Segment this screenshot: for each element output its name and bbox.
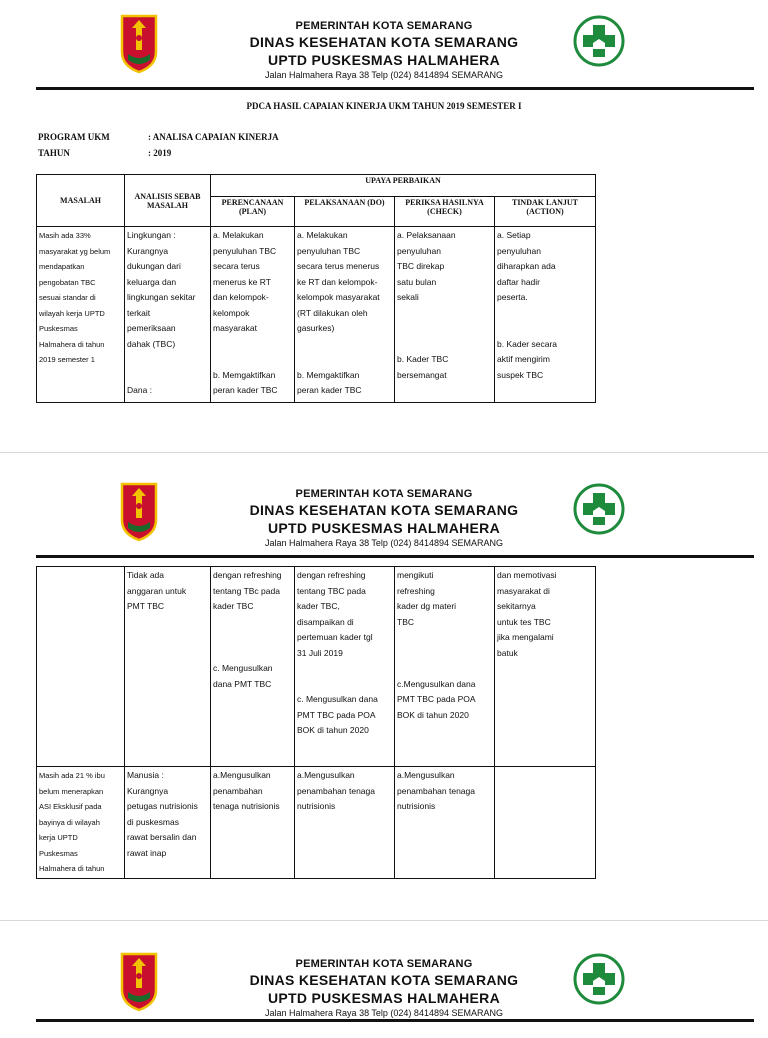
header-action: TINDAK LANJUT (ACTION) [495,197,596,227]
cell-check: mengikuti refreshing kader dg materi TBC c.Mengusulkan dana PMT TBC pada POA BOK di tahun 2020 [395,567,495,767]
unit-name: UPTD PUSKESMAS HALMAHERA [268,990,500,1006]
pdca-table-page2 [36,566,596,879]
cell-analisis: Manusia : Kurangnya petugas nutrisionis di puskesmas rawat bersalin dan rawat inap [125,767,211,879]
cell-action: dan memotivasi masyarakat di sekitarnya untuk tes TBC jika mengalami batuk [495,567,596,767]
header-upaya: UPAYA PERBAIKAN [211,175,596,197]
cell-check: a. Pelaksanaan penyuluhan TBC direkap satu bulan sekali b. Kader TBC bersemangat [395,227,495,403]
header-check: PERIKSA HASILNYA (CHECK) [395,197,495,227]
pdca-table-page1 [36,174,596,403]
letterhead-3 [0,958,768,1038]
cell-do: dengan refreshing tentang TBC pada kader TBC, disampaikan di pertemuan kader tgl 31 Juli 2019 c. Mengusulkan dana PMT TBC pada POA BOK di tahun 2020 [295,567,395,767]
gov-name: PEMERINTAH KOTA SEMARANG [295,20,473,32]
header-masalah: MASALAH [37,175,125,227]
program-label: PROGRAM UKM [38,132,110,142]
letterhead-rule-1 [36,87,754,90]
document-title: PDCA HASIL CAPAIAN KINERJA UKM TAHUN 2019 SEMESTER I [246,101,522,111]
cell-action: a. Setiap penyuluhan diharapkan ada daftar hadir peserta. b. Kader secara aktif mengirim suspek TBC [495,227,596,403]
header-analisis: ANALISIS SEBAB MASALAH [125,175,211,227]
department-name: DINAS KESEHATAN KOTA SEMARANG [249,34,519,50]
cell-masalah: Masih ada 21 % ibu belum menerapkan ASI Eksklusif pada bayinya di wilayah kerja UPTD Puskesmas Halmahera di tahun [37,767,125,879]
cell-action [495,767,596,879]
unit-name: UPTD PUSKESMAS HALMAHERA [268,52,500,68]
cell-masalah: Masih ada 33% masyarakat yg belum mendapatkan pengobatan TBC sesuai standar di wilayah kerja UPTD Puskesmas Halmahera di tahun 2019 semester 1 [37,227,125,403]
page-break-1 [0,452,768,453]
cell-check: a.Mengusulkan penambahan tenaga nutrisionis [395,767,495,879]
cell-masalah [37,567,125,767]
cell-plan: dengan refreshing tentang TBc pada kader TBC c. Mengusulkan dana PMT TBC [211,567,295,767]
page-break-2 [0,920,768,921]
cell-plan: a.Mengusulkan penambahan tenaga nutrisionis [211,767,295,879]
address: Jalan Halmahera Raya 38 Telp (024) 8414894 SEMARANG [265,1008,503,1018]
address: Jalan Halmahera Raya 38 Telp (024) 8414894 SEMARANG [265,538,503,548]
header-do: PELAKSANAAN (DO) [295,197,395,227]
program-value: : ANALISA CAPAIAN KINERJA [148,132,279,142]
gov-name: PEMERINTAH KOTA SEMARANG [295,958,473,970]
tahun-label: TAHUN [38,148,70,158]
unit-name: UPTD PUSKESMAS HALMAHERA [268,520,500,536]
cell-analisis: Tidak ada anggaran untuk PMT TBC [125,567,211,767]
header-plan: PERENCANAAN (PLAN) [211,197,295,227]
letterhead-rule-3 [36,1019,754,1022]
address: Jalan Halmahera Raya 38 Telp (024) 8414894 SEMARANG [265,70,503,80]
department-name: DINAS KESEHATAN KOTA SEMARANG [249,502,519,518]
cell-do: a.Mengusulkan penambahan tenaga nutrisionis [295,767,395,879]
gov-name: PEMERINTAH KOTA SEMARANG [295,488,473,500]
letterhead-rule-2 [36,555,754,558]
department-name: DINAS KESEHATAN KOTA SEMARANG [249,972,519,988]
cell-plan: a. Melakukan penyuluhan TBC secara terus menerus ke RT dan kelompok- kelompok masyarakat b. Memgaktifkan peran kader TBC [211,227,295,403]
cell-do: a. Melakukan penyuluhan TBC secara terus menerus ke RT dan kelompok- kelompok masyarakat (RT dilakukan oleh gasurkes) b. Memgaktifkan peran kader TBC [295,227,395,403]
tahun-value: : 2019 [148,148,172,158]
cell-analisis: Lingkungan : Kurangnya dukungan dari keluarga dan lingkungan sekitar terkait pemeriksaan dahak (TBC) Dana : [125,227,211,403]
